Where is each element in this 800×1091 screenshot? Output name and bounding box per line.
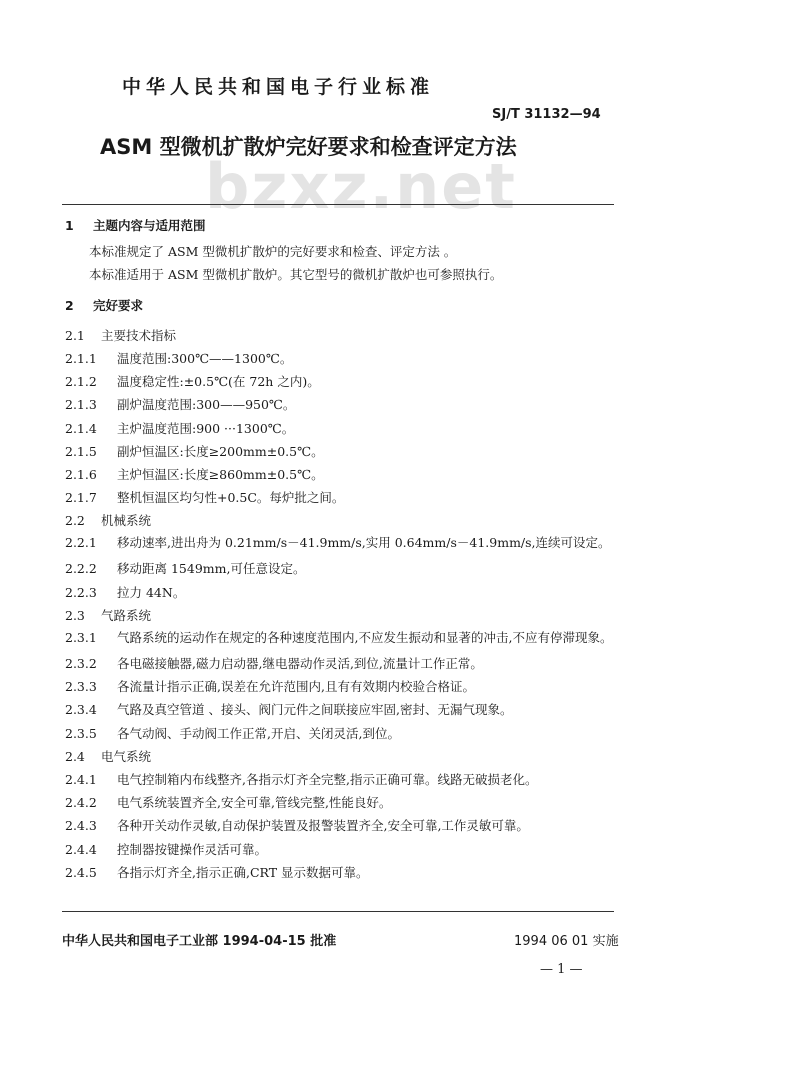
clause-item: 2.1.1 温度范围:300℃——1300℃。 — [65, 350, 293, 366]
watermark-text: bzxz.net — [205, 150, 517, 223]
paragraph: 本标准规定了 ASM 型微机扩散炉的完好要求和检查、评定方法 。 — [89, 244, 457, 260]
document-title: ASM 型微机扩散炉完好要求和检查评定方法 — [100, 135, 517, 159]
clause-item: 2.1.5 副炉恒温区:长度≥200mm±0.5℃。 — [65, 443, 324, 459]
issuing-authority: 中华人民共和国电子行业标准 — [122, 76, 435, 98]
clause-item: 2.2.2 移动距离 1549mm,可任意设定。 — [65, 561, 306, 577]
clause-item: 2.3.5 各气动阀、手动阀工作正常,开启、关闭灵活,到位。 — [65, 725, 400, 741]
page-number: — 1 — — [540, 962, 583, 977]
paragraph: 本标准适用于 ASM 型微机扩散炉。其它型号的微机扩散炉也可参照执行。 — [89, 267, 503, 283]
clause-item: 2.3.1 气路系统的运动作在规定的各种速度范围内,不应发生振动和显著的冲击,不应有停滞现象。 — [65, 630, 613, 645]
clause-item: 2.1.2 温度稳定性:±0.5℃(在 72h 之内)。 — [65, 374, 320, 390]
clause-item: 2.1.7 整机恒温区均匀性+0.5C。每炉批之间。 — [65, 490, 345, 506]
section-2-3-heading: 2.3 气路系统 — [65, 607, 152, 623]
clause-item: 2.1.4 主炉温度范围:900 ···1300℃。 — [65, 420, 295, 436]
footer-divider — [62, 911, 614, 912]
clause-item: 2.4.1 电气控制箱内布线整齐,各指示灯齐全完整,指示正确可靠。线路无破损老化。 — [65, 771, 538, 787]
approval-line: 中华人民共和国电子工业部 1994-04-15 批准 — [62, 934, 337, 949]
clause-item: 2.1.3 副炉温度范围:300——950℃。 — [65, 397, 296, 413]
clause-item: 2.3.2 各电磁接触器,磁力启动器,继电器动作灵活,到位,流量计工作正常。 — [65, 656, 483, 671]
clause-item: 2.3.4 气路及真空管道 、接头、阀门元件之间联接应牢固,密封、无漏气现象。 — [65, 702, 513, 718]
header-divider — [62, 204, 614, 205]
clause-item: 2.2.1 移动速率,进出舟为 0.21mm/s－41.9mm/s,实用 0.64mm/s－41.9mm/s,连续可设定。 — [65, 535, 611, 551]
clause-item: 2.1.6 主炉恒温区:长度≥860mm±0.5℃。 — [65, 466, 324, 482]
section-2-heading: 2 完好要求 — [65, 297, 144, 313]
standard-number: SJ/T 31132—94 — [492, 107, 601, 122]
section-1-heading: 1 主题内容与适用范围 — [65, 218, 206, 233]
clause-item: 2.3.3 各流量计指示正确,误差在允许范围内,且有有效期内校验合格证。 — [65, 679, 475, 695]
clause-item: 2.2.3 拉力 44N。 — [65, 584, 186, 600]
section-2-1-heading: 2.1 主要技术指标 — [65, 327, 177, 343]
section-2-4-heading: 2.4 电气系统 — [65, 748, 152, 764]
section-2-2-heading: 2.2 机械系统 — [65, 513, 152, 529]
clause-item: 2.4.5 各指示灯齐全,指示正确,CRT 显示数据可靠。 — [65, 864, 369, 880]
clause-item: 2.4.2 电气系统装置齐全,安全可靠,管线完整,性能良好。 — [65, 795, 392, 811]
clause-item: 2.4.3 各种开关动作灵敏,自动保护装置及报警装置齐全,安全可靠,工作灵敏可靠。 — [65, 818, 529, 834]
implementation-date: 1994 06 01 实施 — [514, 934, 619, 949]
clause-item: 2.4.4 控制器按键操作灵活可靠。 — [65, 841, 268, 857]
document-body — [65, 214, 617, 884]
